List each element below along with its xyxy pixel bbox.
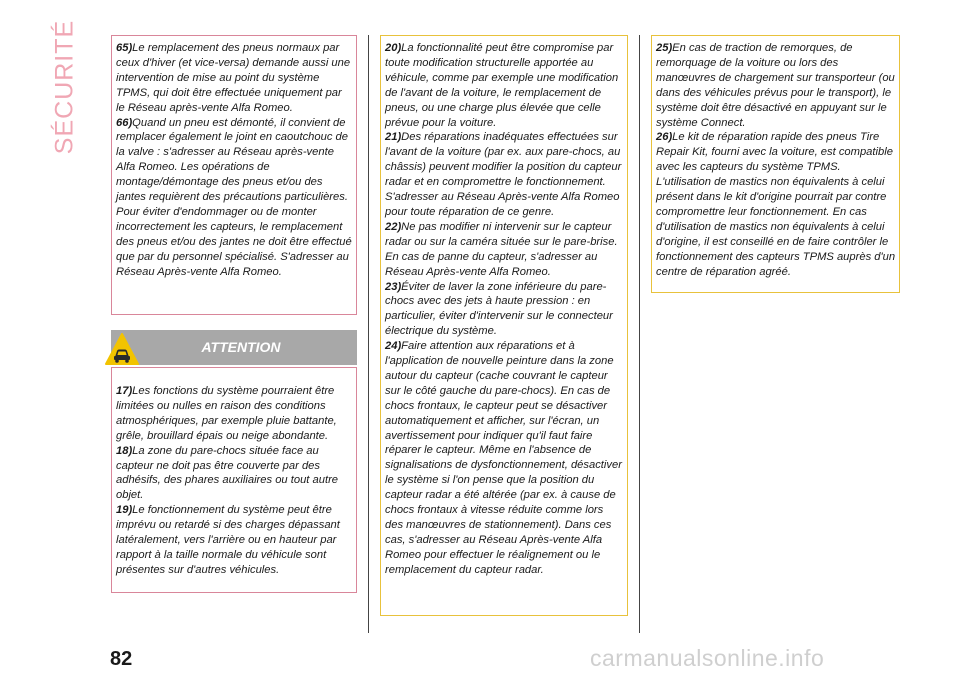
note-20: 20)La fonctionnalité peut être compromise par toute modification structurelle apportée au véhicule, comme par exemple une modification de l'avant de la voiture, le remplacement de pneus, ou une charge plus élevée que celle prévue pour la voiture. xyxy=(385,42,619,129)
note-22: 22)Ne pas modifier ni intervenir sur le capteur radar ou sur la caméra située sur le pare-brise. En cas de panne du capteur, s'adresser au Réseau Après-vente Alfa Romeo. xyxy=(385,220,618,278)
note-17: 17)Les fonctions du système pourraient être limitées ou nulles en raison des conditions atmosphériques, par exemple pluie battante, grêle, brouillard épais ou neige abondante. xyxy=(116,385,337,442)
note-66: 66)Quand un pneu est démonté, il convient de remplacer également le joint en caoutchouc de la valve : s'adresser au Réseau après-vente Alfa Romeo. Les opérations de montage/démontage des pneus et/ou des jantes requièrent des précautions particulières. Pour éviter d'endommager ou de monter incorrectement les capteurs, le remplacement des pneus et/ou des jantes ne doit être effectué que par du personnel spécialisé. S'adresser au Réseau Après-vente Alfa Romeo. xyxy=(116,116,352,278)
column-divider-1 xyxy=(368,35,369,633)
note-65: 65)Le remplacement des pneus normaux par ceux d'hiver (et vice-versa) demande aussi une intervention de mise au point du système TPMS, qui doit être effectuée uniquement par le Réseau après-vente Alfa Romeo. xyxy=(116,42,351,114)
attention-header xyxy=(111,330,357,365)
notes-box-20-24 xyxy=(380,35,628,616)
note-23: 23)Éviter de laver la zone inférieure du pare-chocs avec des jets à haute pression : en particulier, éviter d'intervenir sur le connecteur électrique du système. xyxy=(385,280,613,338)
attention-label: ATTENTION xyxy=(201,339,281,355)
attention-notes-box xyxy=(111,367,357,593)
section-title xyxy=(50,19,80,155)
note-26: 26)Le kit de réparation rapide des pneus Tire Repair Kit, fourni avec la voiture, est compatible avec les capteurs du système TPMS. L'utilisation de mastics non équivalents à celui présent dans le kit d'origine pourrait par contre compromettre leur fonctionnement. En cas d'utilisation de mastics non équivalents à celui d'origine, il est conseillé en de faire contrôler le fonctionnement des capteurs TPMS auprès d'un centre de réparation agréé. xyxy=(656,131,896,278)
watermark: carmanualsonline.info xyxy=(590,645,825,671)
notes-box-65-66 xyxy=(111,35,357,315)
note-21: 21)Des réparations inadéquates effectuées sur l'avant de la voiture (par ex. aux pare-chocs, au châssis) peuvent modifier la position du capteur radar et en compromettre le fonctionnement. S'adresser au Réseau Après-vente Alfa Romeo pour toute réparation de ce genre. xyxy=(385,131,622,218)
note-25: 25)En cas de traction de remorques, de remorquage de la voiture ou lors des manœuvres de chargement sur transporteur (ou dans des véhicules prévus pour le transport), le système doit être désactivé en appuyant sur le système Connect. xyxy=(656,42,895,129)
section-title-text: SÉCURITÉ xyxy=(50,19,79,155)
warning-car-icon xyxy=(104,332,140,368)
page-number: 82 xyxy=(110,648,133,670)
note-19: 19)Le fonctionnement du système peut être imprévu ou retardé si des charges dépassant latéralement, vers l'arrière ou en hauteur par rapport à la taille normale du véhicule sont présentes sur d'autres véhicules. xyxy=(116,504,340,576)
notes-box-25-26 xyxy=(651,35,900,293)
note-18: 18)La zone du pare-chocs située face au capteur ne doit pas être couverte par des adhésifs, des phares auxiliaires ou tout autre objet. xyxy=(116,444,339,502)
column-divider-2 xyxy=(639,35,640,633)
note-24: 24)Faire attention aux réparations et à l'application de nouvelle peinture dans la zone autour du capteur (cache couvrant le capteur sur le côté gauche du pare-chocs). En cas de chocs frontaux, le capteur peut se désactiver automatiquement et afficher, sur l'écran, un avertissement pour indiquer qu'il faut faire réparer le capteur. Même en l'absence de signalisations de dysfonctionnement, désactiver le système si l'on pense que la position du capteur radar a été altérée (par ex. à cause de chocs frontaux à vitesse réduite comme lors des manœuvres de stationnement). Dans ces cas, s'adresser au Réseau Après-vente Alfa Romeo pour effectuer le réalignement ou le remplacement du capteur radar. xyxy=(385,340,622,576)
